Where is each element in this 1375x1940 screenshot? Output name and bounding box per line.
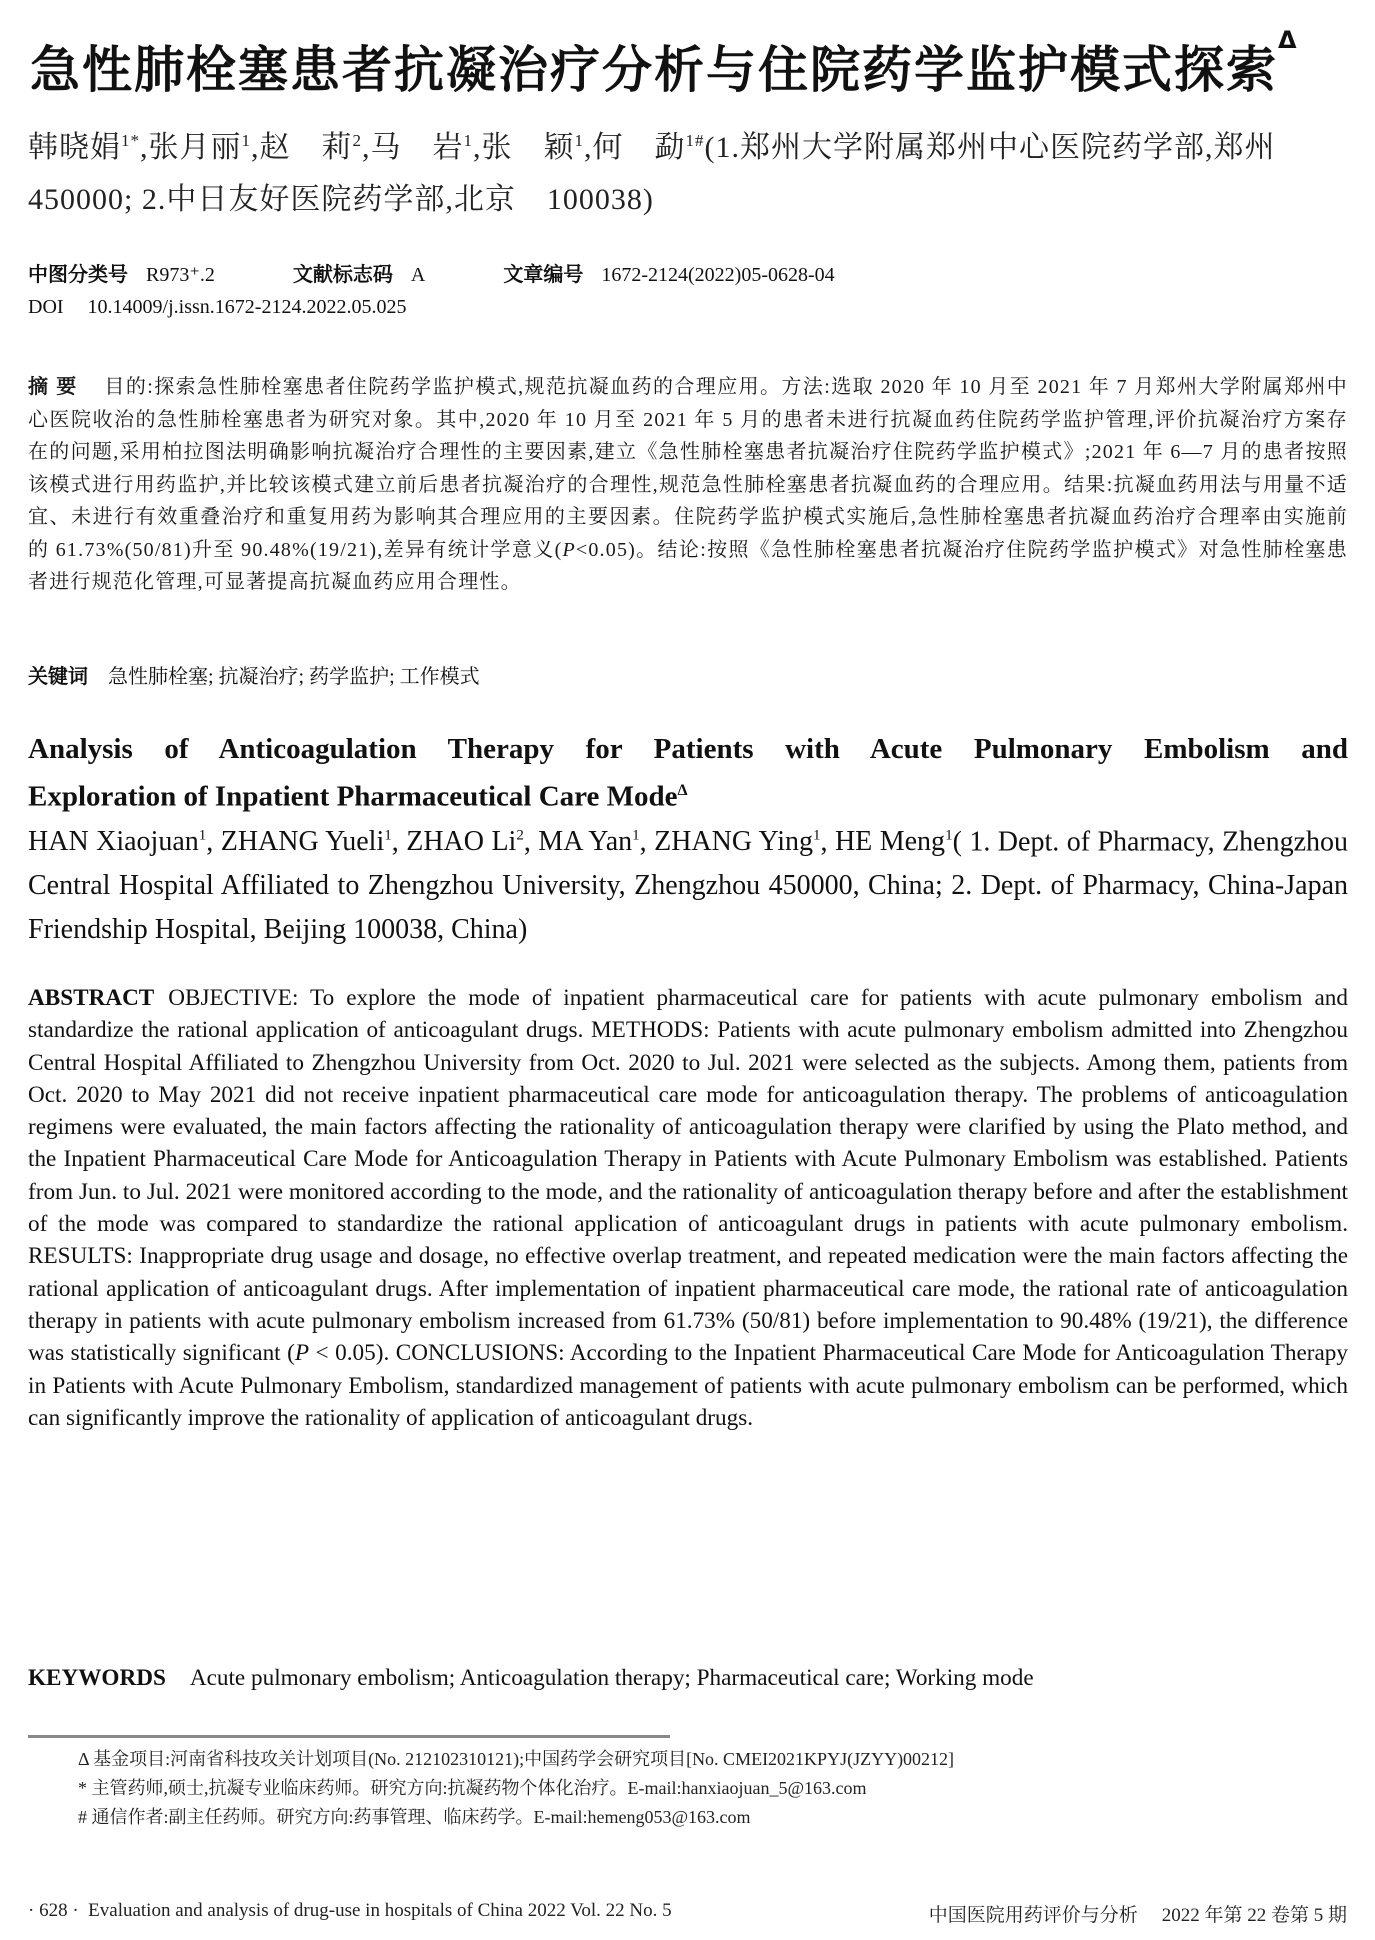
author-en: HAN Xiaojuan$^1$ bbox=[28, 826, 207, 858]
abstract-en-label: ABSTRACT bbox=[28, 985, 155, 1011]
affiliations-chinese: (1.郑州大学附属郑州中心医院药学部,郑州 450000; 2.中日友好医院药学部,北京 100038) bbox=[28, 131, 1276, 216]
abstract-en-text-end: < 0.05). CONCLUSIONS: According to the Inpatient Pharmaceutical Care Mode for Anticoagulation Therapy in Patients with Acute Pulmonary Embolism, standardized management of patients with acute pulmonary embolism can be performed, which can significantly improve the rationality of application of anticoagulant drugs. bbox=[28, 1340, 1348, 1431]
author: 马 岩$^1$ bbox=[370, 131, 473, 164]
abstract-cn-text: 目的:探索急性肺栓塞患者住院药学监护模式,规范抗凝血药的合理应用。方法:选取 2020 年 10 月至 2021 年 7 月郑州大学附属郑州中心医院收治的急性肺栓塞患者为研究对象。其中,2020 年 10 月至 2021 年 5 月的患者未进行抗凝血药住院药学监护管理,评价抗凝治疗方案存在的问题,采用柏拉图法明确影响抗凝治疗合理性的主要因素,建立《急性肺栓塞患者抗凝治疗住院药学监护模式》;2021 年 6—7 月的患者按照该模式进行用药监护,并比较该模式建立前后患者抗凝治疗的合理性,规范急性肺栓塞患者抗凝血药的合理应用。结果:抗凝血药用法与用量不适宜、未进行有效重叠治疗和重复用药为影响其合理应用的主要因素。住院药学监护模式实施后,急性肺栓塞患者抗凝血药治疗合理率由实施前的 61.73%(50/81)升至 90.48%(19/21),差异有统计学意义( bbox=[28, 376, 1349, 561]
keywords-en-text: Acute pulmonary embolism; Anticoagulation therapy; Pharmaceutical care; Working mode bbox=[189, 1665, 1034, 1691]
title-chinese bbox=[30, 26, 1299, 102]
classification-line bbox=[28, 258, 835, 287]
footnotes bbox=[78, 1745, 954, 1832]
p-symbol-en: P bbox=[294, 1340, 310, 1367]
doi-value[interactable]: 10.14009/j.issn.1672-2124.2022.05.025 bbox=[87, 296, 407, 318]
doc-code-value: A bbox=[410, 264, 426, 286]
keywords-chinese bbox=[28, 660, 480, 689]
author: 赵 莉$^2$ bbox=[259, 131, 362, 164]
author: 张月丽$^1$ bbox=[148, 131, 251, 164]
footnote-first-author: * 主管药师,硕士,抗凝专业临床药师。研究方向:抗凝药物个体化治疗。E-mail:hanxiaojuan_5@163.com bbox=[78, 1778, 867, 1798]
footnote-corresponding-author: # 通信作者:副主任药师。研究方向:药事管理、临床药学。E-mail:hemeng053@163.com bbox=[78, 1807, 751, 1827]
author: 何 勐$^{1\#}$ bbox=[592, 131, 705, 164]
affiliations-english: ( 1. Dept. of Pharmacy, Zhengzhou Central Hospital Affiliated to Zhengzhou University, Zhengzhou 450000, China; 2. Dept. of Pharmacy, China-Japan Friendship Hospital, Beijing 100038, China) bbox=[28, 826, 1349, 946]
abstract-en-text: OBJECTIVE: To explore the mode of inpatient pharmaceutical care for patients with acute pulmonary embolism and standardize the rational application of anticoagulant drugs. METHODS: Patients with acute pulmonary embolism admitted into Zhengzhou Central Hospital Affiliated to Zhengzhou University from Oct. 2020 to Jul. 2021 were selected as the subjects. Among them, patients from Oct. 2020 to May 2021 did not receive inpatient pharmaceutical care mode for anticoagulation therapy. The problems of anticoagulation regimens were evaluated, the main factors affecting the rationality of anticoagulation therapy were clarified by using the Plato method, and the Inpatient Pharmaceutical Care Mode for Anticoagulation Therapy in Patients with Acute Pulmonary Embolism was established. Patients from Jun. to Jul. 2021 were monitored according to the mode, and the rationality of anticoagulation therapy before and after the establishment of the mode was compared to standardize the rational application of anticoagulant drugs in patients with acute pulmonary embolism. RESULTS: Inappropriate drug usage and dosage, no effective overlap treatment, and repeated medication were the main factors affecting the rational application of anticoagulant drugs. After implementation of inpatient pharmaceutical care mode, the rational rate of anticoagulation therapy in patients with acute pulmonary embolism increased from 61.73% (50/81) before implementation to 90.48% (19/21), the difference was statistically significant ( bbox=[28, 985, 1348, 1367]
keywords-en-label: KEYWORDS bbox=[28, 1665, 166, 1691]
author: 韩晓娟$^{1*}$ bbox=[28, 131, 140, 164]
author-en: HE Meng$^1$ bbox=[834, 826, 953, 858]
footnote-divider bbox=[28, 1735, 670, 1738]
keywords-english bbox=[28, 1665, 1034, 1692]
issue-cn: 2022 年第 22 卷第 5 期 bbox=[1161, 1905, 1347, 1926]
authors-english: HAN Xiaojuan$^1$, ZHANG Yueli$^1$, ZHAO Li$^2$, MA Yan$^1$, ZHANG Ying$^1$, HE Meng$^1$( 1. Dept. of Pharmacy, Zhengzhou Central Hospital Affiliated to Zhengzhou University, Zhengzhou 450000, China; 2. Dept. of Pharmacy, China-Japan Friendship Hospital, Beijing 100038, China) bbox=[28, 826, 1349, 946]
keywords-cn-label: 关键词 bbox=[28, 664, 88, 688]
article-no-label: 文章编号 bbox=[503, 262, 584, 286]
title-en-line1: Analysis of Anticoagulation Therapy for Patients with Acute Pulmonary Embolism and bbox=[28, 733, 1348, 765]
keywords-cn-text: 急性肺栓塞; 抗凝治疗; 药学监护; 工作模式 bbox=[108, 666, 480, 688]
doi-line bbox=[28, 296, 406, 319]
page-number: · 628 · bbox=[28, 1900, 79, 1921]
doi-label: DOI bbox=[28, 296, 64, 318]
title-chinese-text: 急性肺栓塞患者抗凝治疗分析与住院药学监护模式探索 bbox=[30, 41, 1278, 99]
abstract-english bbox=[28, 982, 1348, 1434]
footnote-funding: Δ 基金项目:河南省科技攻关计划项目(No. 212102310121);中国药学会研究项目[No. CMEI2021KPYJ(JZYY)00212] bbox=[78, 1749, 955, 1769]
title-en-line2: Exploration of Inpatient Pharmaceutical Care Mode bbox=[28, 780, 678, 813]
author-en: ZHAO Li$^2$ bbox=[406, 826, 524, 858]
title-english bbox=[28, 728, 1348, 818]
abstract-chinese bbox=[28, 370, 1348, 599]
footer-right bbox=[929, 1900, 1347, 1927]
author: 张 颖$^1$ bbox=[481, 131, 584, 164]
article-no-value: 1672-2124(2022)05-0628-04 bbox=[601, 264, 835, 286]
clc-label: 中图分类号 bbox=[28, 262, 128, 286]
abstract-cn-text-end: <0.05)。结论:按照《急性肺栓塞患者抗凝治疗住院药学监护模式》对急性肺栓塞患者进行规范化管理,可显著提高抗凝血药应用合理性。 bbox=[28, 538, 1349, 593]
author-en: ZHANG Yueli$^1$ bbox=[220, 826, 392, 858]
doc-code-label: 文献标志码 bbox=[292, 262, 393, 286]
clc-value: R973⁺.2 bbox=[146, 264, 215, 286]
abstract-cn-label: 摘要 bbox=[28, 374, 85, 398]
journal-name-en: Evaluation and analysis of drug-use in hospitals of China 2022 Vol. 22 No. 5 bbox=[88, 1900, 672, 1921]
footer-left bbox=[28, 1900, 672, 1922]
authors-chinese: 韩晓娟$^{1*}$,张月丽$^1$,赵 莉$^2$,马 岩$^1$,张 颖$^1$,何 勐$^{1\#}$(1.郑州大学附属郑州中心医院药学部,郑州 450000; 2.中日友好医院药学部,北京 100038) bbox=[28, 131, 1276, 216]
journal-name-cn: 中国医院用药评价与分析 bbox=[928, 1905, 1138, 1926]
author-en: MA Yan$^1$ bbox=[538, 826, 640, 858]
p-symbol: P bbox=[562, 538, 576, 561]
funding-mark: Δ bbox=[1278, 26, 1299, 54]
author-en: ZHANG Ying$^1$ bbox=[654, 826, 821, 858]
funding-mark-en: Δ bbox=[677, 782, 688, 799]
